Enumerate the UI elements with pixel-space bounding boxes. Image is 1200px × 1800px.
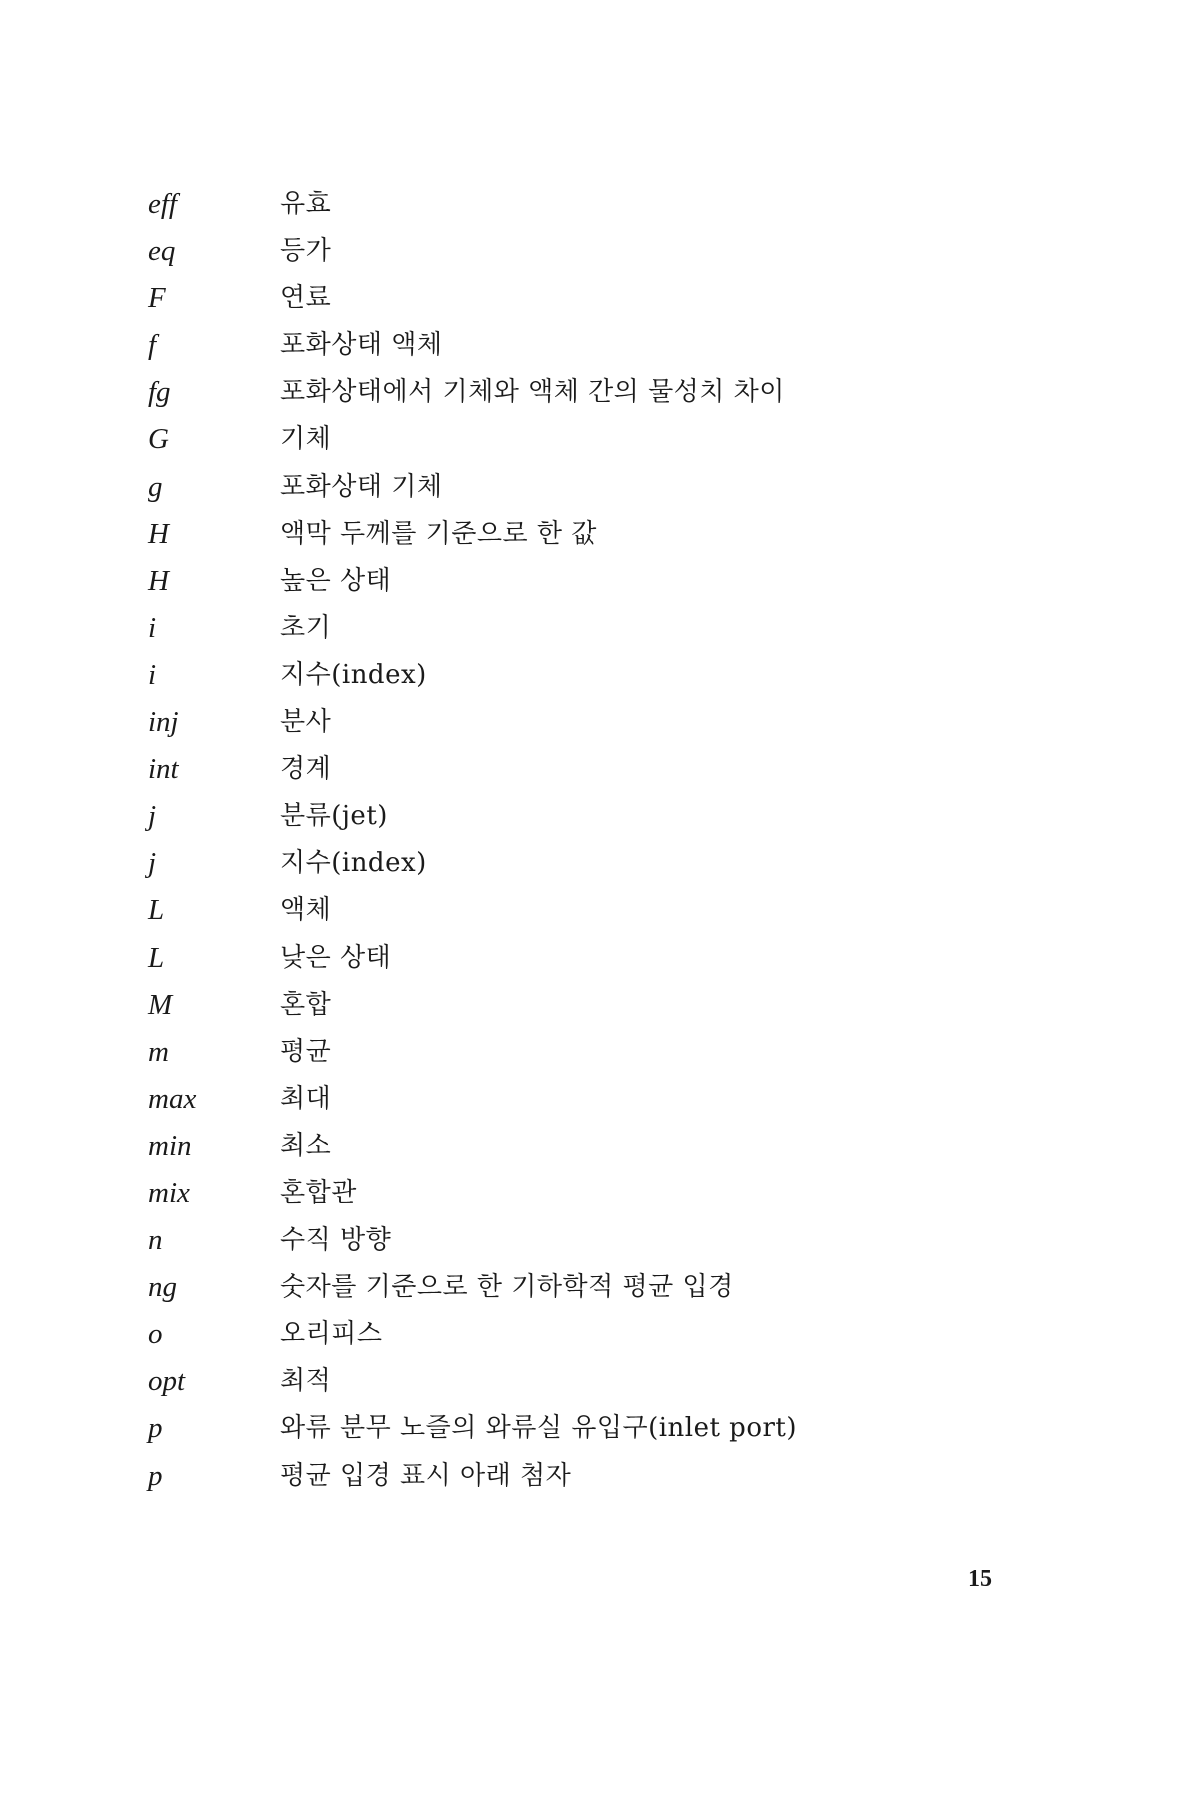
description: 평균 입경 표시 아래 첨자 bbox=[280, 1460, 572, 1491]
list-item bbox=[148, 323, 1048, 370]
list-item bbox=[148, 370, 1048, 417]
symbol: H bbox=[148, 517, 169, 550]
symbol: j bbox=[148, 800, 157, 833]
description: 와류 분무 노즐의 와류실 유입구(inlet port) bbox=[280, 1413, 798, 1444]
description: 최대 bbox=[280, 1083, 332, 1114]
list-item bbox=[148, 841, 1048, 888]
list-item bbox=[148, 1359, 1048, 1406]
description: 오리피스 bbox=[280, 1319, 383, 1350]
symbol: j bbox=[148, 847, 157, 880]
description: 지수(index) bbox=[280, 659, 427, 690]
list-item bbox=[148, 606, 1048, 653]
list-item bbox=[148, 888, 1048, 935]
list-item bbox=[148, 512, 1048, 559]
description: 포화상태 액체 bbox=[280, 330, 443, 361]
description: 최소 bbox=[280, 1130, 332, 1161]
symbol: L bbox=[148, 941, 165, 974]
symbol: p bbox=[148, 1412, 163, 1445]
description: 포화상태 기체 bbox=[280, 471, 443, 502]
page-number: 15 bbox=[968, 1566, 992, 1592]
list-item bbox=[148, 1265, 1048, 1312]
symbol: p bbox=[148, 1459, 163, 1492]
description: 액막 두께를 기준으로 한 값 bbox=[280, 518, 597, 549]
description: 기체 bbox=[280, 424, 332, 455]
symbol: M bbox=[148, 988, 173, 1021]
description: 지수(index) bbox=[280, 848, 427, 879]
description: 혼합관 bbox=[280, 1177, 357, 1208]
symbol: max bbox=[148, 1082, 197, 1115]
symbol: fg bbox=[148, 376, 171, 409]
description: 혼합 bbox=[280, 989, 332, 1020]
list-item bbox=[148, 700, 1048, 747]
symbol: eff bbox=[148, 188, 177, 220]
list-item bbox=[148, 276, 1048, 323]
description: 분사 bbox=[280, 707, 332, 738]
symbol: ng bbox=[148, 1271, 177, 1304]
symbol: i bbox=[148, 611, 157, 644]
description: 유효 bbox=[280, 189, 332, 219]
symbol: int bbox=[148, 753, 179, 786]
description: 경계 bbox=[280, 754, 332, 785]
symbol: m bbox=[148, 1035, 169, 1068]
description: 연료 bbox=[280, 283, 332, 314]
symbol: mix bbox=[148, 1176, 190, 1209]
list-item bbox=[148, 983, 1048, 1030]
list-item bbox=[148, 653, 1048, 700]
description: 수직 방향 bbox=[280, 1225, 392, 1256]
list-item bbox=[148, 1077, 1048, 1124]
symbol: eq bbox=[148, 235, 176, 268]
subscript-symbol-list bbox=[148, 182, 1048, 1501]
list-item bbox=[148, 1312, 1048, 1359]
description: 액체 bbox=[280, 895, 332, 926]
symbol: min bbox=[148, 1129, 192, 1162]
list-item bbox=[148, 182, 1048, 229]
description: 숫자를 기준으로 한 기하학적 평균 입경 bbox=[280, 1272, 734, 1303]
list-item bbox=[148, 794, 1048, 841]
description: 초기 bbox=[280, 612, 332, 643]
symbol: g bbox=[148, 470, 163, 503]
list-item bbox=[148, 1171, 1048, 1218]
symbol: G bbox=[148, 423, 169, 456]
symbol: opt bbox=[148, 1365, 186, 1398]
description: 등가 bbox=[280, 236, 332, 267]
list-item bbox=[148, 559, 1048, 606]
symbol: H bbox=[148, 564, 169, 597]
symbol: o bbox=[148, 1318, 163, 1351]
symbol: i bbox=[148, 658, 157, 691]
list-item bbox=[148, 936, 1048, 983]
description: 포화상태에서 기체와 액체 간의 물성치 차이 bbox=[280, 377, 785, 408]
list-item bbox=[148, 465, 1048, 512]
list-item bbox=[148, 1406, 1048, 1453]
symbol: f bbox=[148, 329, 157, 362]
symbol: L bbox=[148, 894, 165, 927]
list-item bbox=[148, 417, 1048, 464]
description: 평균 bbox=[280, 1036, 332, 1067]
list-item bbox=[148, 1454, 1048, 1501]
description: 높은 상태 bbox=[280, 565, 392, 596]
symbol: n bbox=[148, 1224, 163, 1257]
list-item bbox=[148, 229, 1048, 276]
description: 낮은 상태 bbox=[280, 942, 392, 973]
list-item bbox=[148, 747, 1048, 794]
symbol: inj bbox=[148, 706, 179, 739]
description: 최적 bbox=[280, 1366, 332, 1397]
list-item bbox=[148, 1030, 1048, 1077]
list-item bbox=[148, 1124, 1048, 1171]
description: 분류(jet) bbox=[280, 801, 388, 832]
list-item bbox=[148, 1218, 1048, 1265]
symbol: F bbox=[148, 282, 166, 315]
